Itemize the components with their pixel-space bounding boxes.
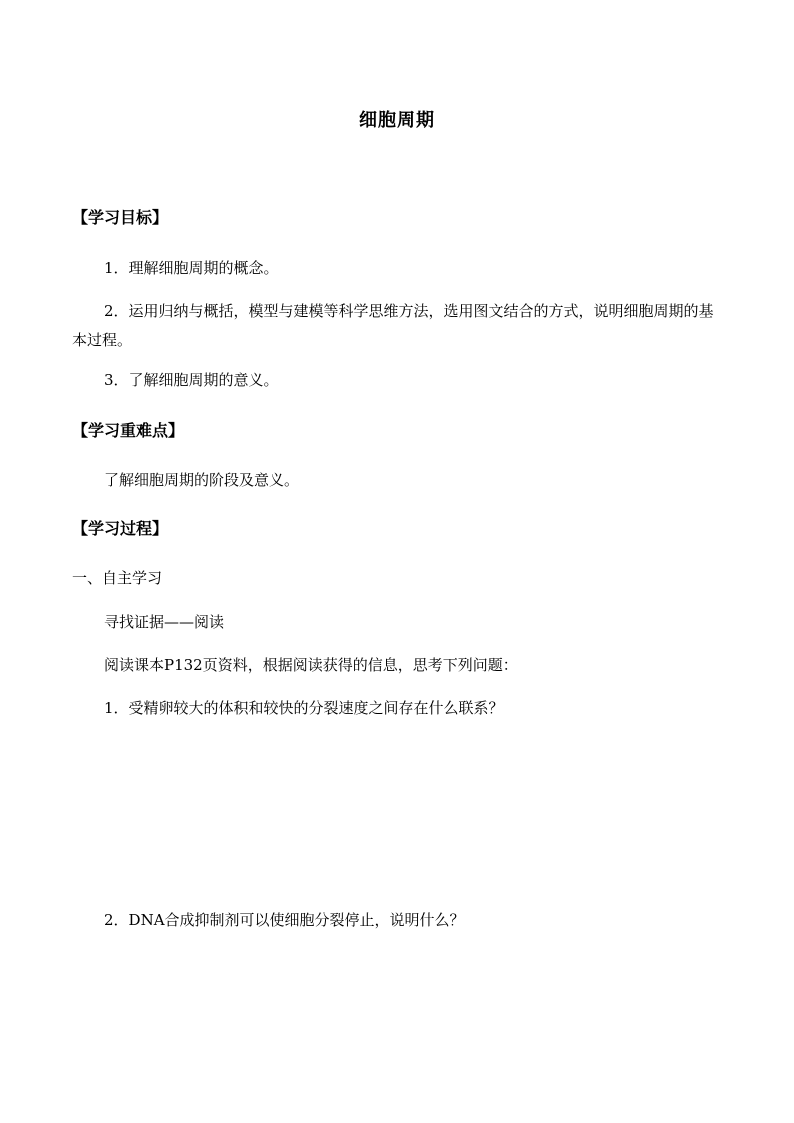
key-points-text: 了解细胞周期的阶段及意义。 (104, 471, 300, 489)
reading-instruction: 阅读课本P132页资料，根据阅读获得的信息，思考下列问题： (104, 656, 518, 674)
part-one-heading: 一、自主学习 (72, 569, 163, 587)
page-title: 细胞周期 (359, 110, 435, 131)
objective-item-3: 3．了解细胞周期的意义。 (104, 371, 279, 389)
objective-item-1: 1．理解细胞周期的概念。 (104, 259, 279, 277)
section-heading-objectives: 【学习目标】 (72, 208, 169, 227)
question-2: 2．DNA合成抑制剂可以使细胞分裂停止，说明什么？ (104, 911, 465, 929)
section-heading-process: 【学习过程】 (72, 519, 169, 538)
objective-item-2: 2．运用归纳与概括，模型与建模等科学思维方法，选用图文结合的方式，说明细胞周期的基本过程。 (72, 302, 714, 349)
question-1: 1．受精卵较大的体积和较快的分裂速度之间存在什么联系？ (104, 699, 504, 717)
evidence-label: 寻找证据——阅读 (104, 613, 225, 631)
section-heading-key-points: 【学习重难点】 (72, 421, 185, 440)
